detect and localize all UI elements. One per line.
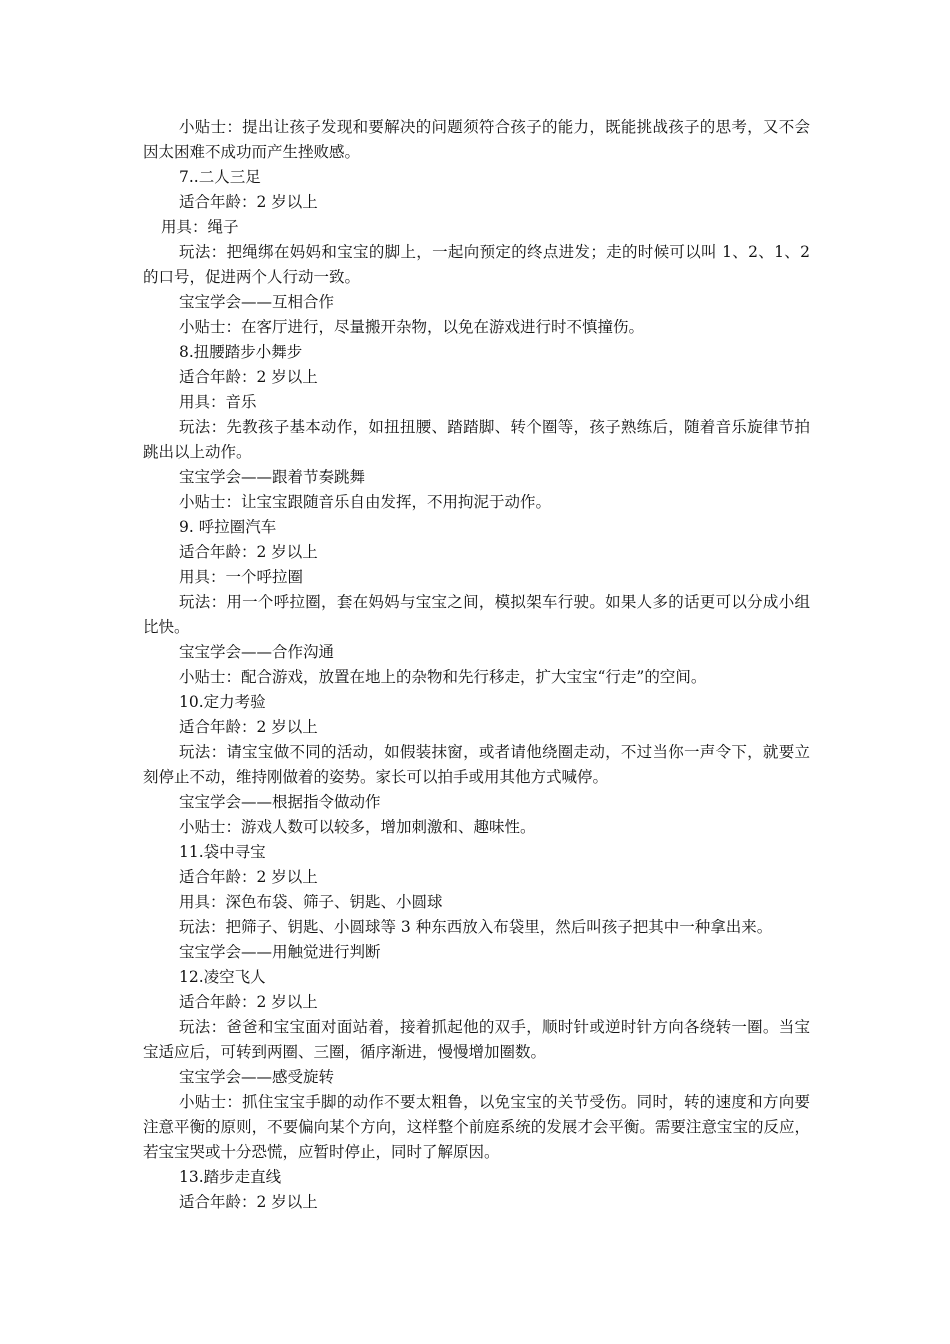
age-line: 适合年龄：2 岁以上 (179, 868, 318, 886)
learn-line: 宝宝学会——根据指令做动作 (179, 793, 381, 811)
learn-line: 宝宝学会——互相合作 (179, 293, 335, 311)
section-heading: 10.定力考验 (179, 693, 266, 711)
age-line: 适合年龄：2 岁以上 (179, 368, 318, 386)
tip-paragraph: 小贴士：在客厅进行，尽量搬开杂物，以免在游戏进行时不慎撞伤。 (179, 318, 645, 336)
section-heading: 13.踏步走直线 (179, 1168, 282, 1186)
tools-line: 用具：绳子 (161, 218, 239, 236)
howto-paragraph: 玩法：先教孩子基本动作，如扭扭腰、踏踏脚、转个圈等，孩子熟练后，随着音乐旋律节拍跳出以上动作。 (143, 418, 810, 461)
howto-paragraph: 玩法：把绳绑在妈妈和宝宝的脚上，一起向预定的终点进发；走的时候可以叫 1、2、1、2 的口号，促进两个人行动一致。 (143, 243, 810, 286)
tools-line: 用具：音乐 (179, 393, 257, 411)
learn-line: 宝宝学会——感受旋转 (179, 1068, 335, 1086)
tip-paragraph: 小贴士：抓住宝宝手脚的动作不要太粗鲁，以免宝宝的关节受伤。同时，转的速度和方向要注意平衡的原则，不要偏向某个方向，这样整个前庭系统的发展才会平衡。需要注意宝宝的反应，若宝宝哭或十分恐慌，应暂时停止，同时了解原因。 (143, 1093, 810, 1161)
tip-paragraph: 小贴士：提出让孩子发现和要解决的问题须符合孩子的能力，既能挑战孩子的思考，又不会因太困难不成功而产生挫败感。 (143, 118, 810, 161)
age-line: 适合年龄：2 岁以上 (179, 543, 318, 561)
section-heading: 12.凌空飞人 (179, 968, 266, 986)
howto-paragraph: 玩法：把筛子、钥匙、小圆球等 3 种东西放入布袋里，然后叫孩子把其中一种拿出来。 (179, 918, 773, 936)
howto-paragraph: 玩法：爸爸和宝宝面对面站着，接着抓起他的双手，顺时针或逆时针方向各绕转一圈。当宝宝适应后，可转到两圈、三圈，循序渐进，慢慢增加圈数。 (143, 1018, 810, 1061)
age-line: 适合年龄：2 岁以上 (179, 718, 318, 736)
learn-line: 宝宝学会——跟着节奏跳舞 (179, 468, 366, 486)
document-body (143, 115, 810, 1215)
tools-line: 用具：一个呼拉圈 (179, 568, 304, 586)
tip-paragraph: 小贴士：游戏人数可以较多，增加刺激和、趣味性。 (179, 818, 536, 836)
section-heading: 7..二人三足 (179, 168, 261, 186)
age-line: 适合年龄：2 岁以上 (179, 193, 318, 211)
tools-line: 用具：深色布袋、筛子、钥匙、小圆球 (179, 893, 443, 911)
age-line: 适合年龄：2 岁以上 (179, 1193, 318, 1211)
tip-paragraph: 小贴士：让宝宝跟随音乐自由发挥，不用拘泥于动作。 (179, 493, 552, 511)
howto-paragraph: 玩法：请宝宝做不同的活动，如假装抹窗，或者请他绕圈走动，不过当你一声令下，就要立刻停止不动，维持刚做着的姿势。家长可以拍手或用其他方式喊停。 (143, 743, 810, 786)
howto-paragraph: 玩法：用一个呼拉圈，套在妈妈与宝宝之间，模拟架车行驶。如果人多的话更可以分成小组比快。 (143, 593, 810, 636)
section-heading: 8.扭腰踏步小舞步 (179, 343, 303, 361)
section-heading: 9. 呼拉圈汽车 (179, 518, 277, 536)
tip-paragraph: 小贴士：配合游戏，放置在地上的杂物和先行移走，扩大宝宝“行走”的空间。 (179, 668, 707, 686)
learn-line: 宝宝学会——用触觉进行判断 (179, 943, 381, 961)
section-heading: 11.袋中寻宝 (179, 843, 266, 861)
age-line: 适合年龄：2 岁以上 (179, 993, 318, 1011)
learn-line: 宝宝学会——合作沟通 (179, 643, 335, 661)
